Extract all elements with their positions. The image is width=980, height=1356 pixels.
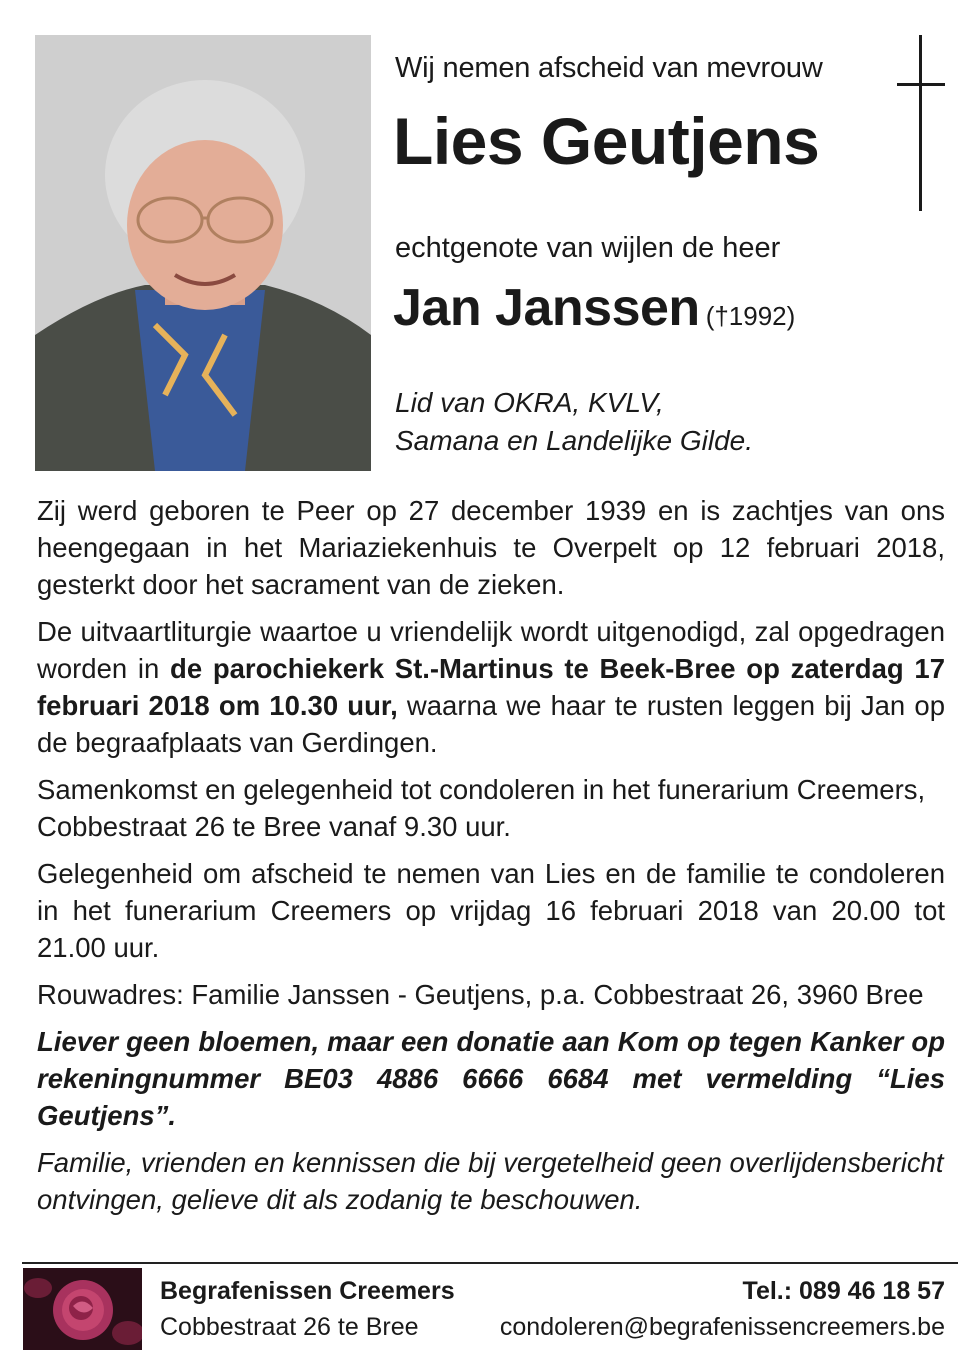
company-name: Begrafenissen Creemers: [160, 1277, 455, 1305]
gathering-paragraph: Samenkomst en gelegenheid tot condoleren in het funerarium Creemers, Cobbestraat 26 te Bree vanaf 9.30 uur.: [37, 774, 926, 842]
spouse-death-year: (†1992): [705, 301, 796, 331]
obituary-body: [37, 492, 945, 1228]
portrait-photo: [35, 35, 371, 471]
spouse-line: [393, 279, 796, 337]
memberships: [395, 384, 753, 460]
rose-image: [23, 1268, 142, 1350]
closing-note: Familie, vrienden en kennissen die bij vergetelheid geen overlijdensbericht ontvingen, gelieve dit als zodanig te beschouwen.: [37, 1147, 944, 1215]
membership-line: Samana en Landelijke Gilde.: [395, 425, 754, 456]
birth-death-paragraph: Zij werd geboren te Peer op 27 december 1939 en is zachtjes van ons heengegaan in het Mariaziekenhuis te Overpelt op 12 februari 2018, gesterkt door het sacrament van de zieken.: [37, 495, 945, 600]
spouse-intro-text: echtgenote van wijlen de heer: [395, 232, 781, 264]
funeral-details: de parochiekerk St.-Martinus te Beek-Bree op zaterdag 17 februari 2018 om 10.30 uur,: [37, 653, 945, 721]
farewell-paragraph: Gelegenheid om afscheid te nemen van Lies en de familie te condoleren in het funerarium Creemers op vrijdag 16 februari 2018 van 20.00 tot 21.00 uur.: [37, 858, 945, 963]
spouse-name: Jan Janssen: [393, 279, 700, 337]
cross-icon: [897, 35, 945, 211]
company-phone[interactable]: Tel.: 089 46 18 57: [742, 1277, 945, 1305]
intro-text: Wij nemen afscheid van mevrouw: [395, 52, 823, 84]
membership-line: Lid van OKRA, KVLV,: [395, 387, 664, 418]
footer-divider: [22, 1262, 958, 1264]
funeral-paragraph: De uitvaartliturgie waartoe u vriendelijk wordt uitgenodigd, zal opgedragen worden in de parochiekerk St.-Martinus te Beek-Bree op zaterdag 17 februari 2018 om 10.30 uur, waarna we haar te rusten leggen bij Jan op de begraafplaats van Gerdingen.: [37, 616, 945, 758]
donation-request: Liever geen bloemen, maar een donatie aan Kom op tegen Kanker op rekeningnummer BE03 4886 6666 6684 met vermelding “Lies Geutjens”.: [37, 1026, 945, 1131]
mourning-address: Rouwadres: Familie Janssen - Geutjens, p.a. Cobbestraat 26, 3960 Bree: [37, 979, 924, 1010]
company-email[interactable]: condoleren@begrafenissencreemers.be: [499, 1313, 945, 1341]
deceased-name: Lies Geutjens: [393, 104, 820, 178]
company-address: Cobbestraat 26 te Bree: [160, 1313, 419, 1341]
